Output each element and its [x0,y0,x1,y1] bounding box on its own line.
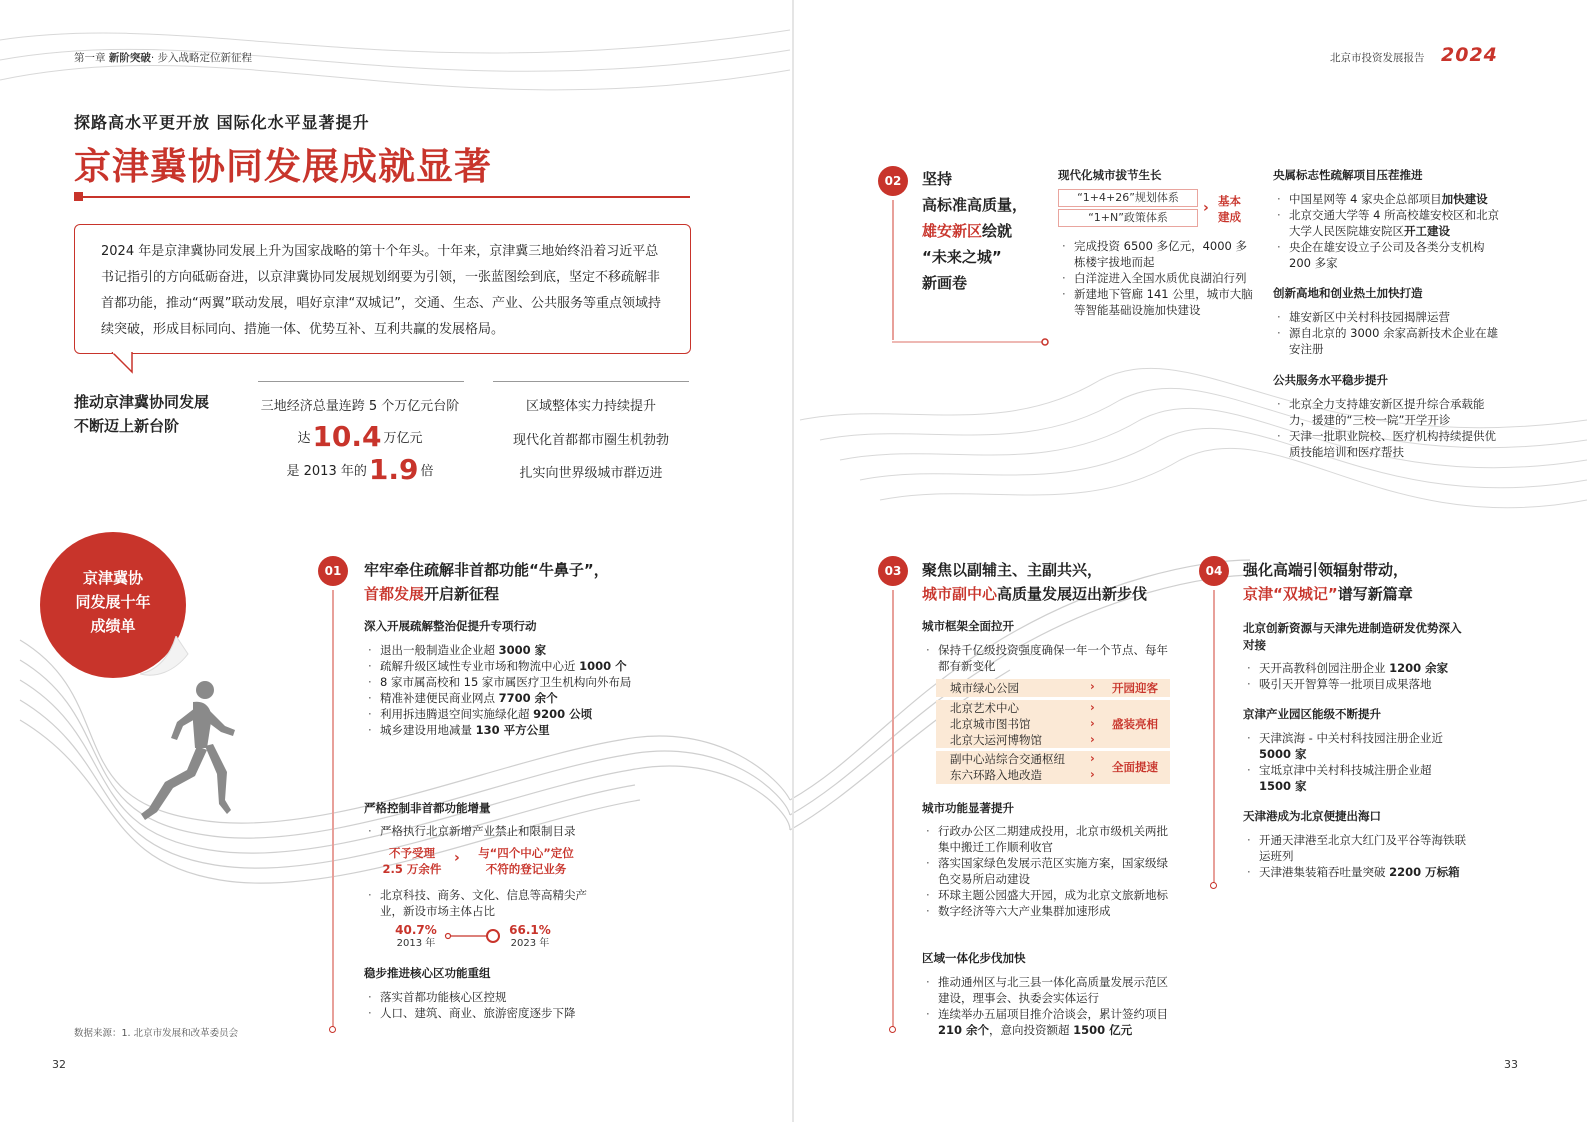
chevron-right-icon: › [1090,679,1095,693]
page-number-right: 33 [1504,1058,1518,1071]
list-item: · 北京科技、商务、文化、信息等高精尖产业，新设市场主体占比 [364,887,600,919]
s02-title-line3: 绘就 [982,222,1013,240]
stat-ratio-prefix: 是 2013 年的 [286,464,367,479]
stats-heading-line1: 推动京津冀协同发展 [74,393,210,411]
section-02-timeline-foot [892,338,1052,346]
s02-title-line1: 坚持 [922,170,953,188]
s03-g3-title: 区域一体化步伐加快 [922,951,1026,965]
s01-g3-list [364,989,664,1021]
section-04-badge: 04 [1199,556,1229,586]
intro-callout [74,224,691,354]
stat-col2-line2: 扎实向世界级城市群迈进 [519,466,663,481]
stats-col1-rule [258,381,464,382]
stat-gdp-unit: 万亿元 [383,431,423,446]
section-03-timeline [892,590,894,1030]
s02-title-line5: 新画卷 [922,274,968,292]
list-item: · 北京全力支持雄安新区提升综合承载能力，援建的“三校一院”开学开诊 [1273,396,1501,428]
built-line1: 基本 [1218,194,1241,208]
list-item: · 中国星网等 4 家央企总部项目加快建设 [1273,191,1501,207]
s04-g3-title: 天津港成为北京便捷出海口 [1243,809,1381,823]
milestone-tag: 全面提速 [1112,760,1158,774]
section-03-timeline-end [889,1026,896,1033]
s02-col1-title: 现代化城市拔节生长 [1058,168,1162,182]
s03-title-line2: 高质量发展迈出新步伐 [997,585,1148,603]
page-number-left: 32 [52,1058,66,1071]
chevron-right-icon: › [1203,200,1209,216]
milestone-tag: 盛装亮相 [1112,717,1158,731]
section-01-title-highlight: 首都发展 [364,585,425,603]
section-01-timeline-end [329,1026,336,1033]
milestone-row-3 [936,751,1170,784]
s02-col2-g1-title: 央属标志性疏解项目压茬推进 [1273,168,1423,182]
reject-reason-line1: 与“四个中心”定位 [478,846,574,860]
chapter-subtitle: · 步入战略定位新征程 [150,52,253,64]
s01-g2-list1 [364,823,604,839]
milestone-row-1 [936,679,1170,697]
milestone-item: 东六环路入地改造 [950,768,1042,782]
list-item: · 数字经济等六大产业集群加速形成 [922,903,1176,919]
list-item: · 白洋淀进入全国水质优良湖泊行列 [1058,270,1254,286]
section-01-title-line2: 开启新征程 [424,585,500,603]
list-item: · 连续举办五届项目推介洽谈会，累计签约项目 210 余个，意向投资额超 1500 亿元 [922,1006,1176,1038]
section-04-timeline [1213,590,1215,884]
s03-g1-list [922,642,1176,674]
policy-system-box: “1+N”政策体系 [1058,209,1198,227]
stat-col2-line1: 现代化首都都市圈生机勃勃 [512,433,669,448]
s04-g2-title: 京津产业园区能级不断提升 [1243,707,1381,721]
share-2023 [502,923,558,951]
list-item: · 环球主题公园盛大开园，成为北京文旅新地标 [922,887,1176,903]
list-item: · 疏解升级区域性专业市场和物流中心近 1000 个 [364,658,664,674]
list-item: · 完成投资 6500 多亿元，4000 多栋楼宇拔地而起 [1058,238,1254,270]
milestone-item: 北京大运河博物馆 [950,733,1042,747]
page-subtitle: 探路高水平更开放 国际化水平显著提升 [74,113,370,132]
list-item: · 行政办公区二期建成投用，北京市级机关两批集中搬迁工作顺利收官 [922,823,1176,855]
list-item: · 8 家市属高校和 15 家市属医疗卫生机构向外布局 [364,674,664,690]
s02-col2-g1-list [1273,191,1501,271]
built-label [1218,193,1241,225]
stats-heading [74,390,209,438]
milestone-item: 副中心站综合交通枢纽 [950,752,1065,766]
section-03-badge: 03 [878,556,908,586]
milestone-row-2 [936,700,1170,748]
list-item: · 利用拆违腾退空间实施绿化超 9200 公顷 [364,706,664,722]
s01-g2-title: 严格控制非首都功能增量 [364,801,491,815]
list-item: · 吸引天开智算等一批项目成果落地 [1243,676,1483,692]
callout-tail [110,352,140,374]
stat-ratio-value: 1.9 [368,453,419,486]
s03-g1-title: 城市框架全面拉开 [922,619,1014,633]
list-item: · 保持千亿级投资强度确保一年一个节点、每年都有新变化 [922,642,1176,674]
reject-count: 2.5 万余件 [382,862,442,876]
list-item: · 城乡建设用地减量 130 平方公里 [364,722,664,738]
s02-col1-list [1058,238,1254,318]
left-header [74,50,252,65]
list-item: · 推动通州区与北三县一体化高质量发展示范区建设，理事会、执委会实体运行 [922,974,1176,1006]
s01-g1-title: 深入开展疏解整治促提升专项行动 [364,619,537,633]
runner-silhouette-icon [135,678,245,828]
built-line2: 建成 [1218,210,1241,224]
s02-col2-g3-title: 公共服务水平稳步提升 [1273,373,1388,387]
s02-col2-g3-list [1273,396,1501,460]
s03-title-line1: 聚焦以副辅主、主副共兴， [922,561,1103,579]
s04-g1-title: 北京创新资源与天津先进制造研发优势深入对接 [1243,621,1462,652]
s03-title-highlight: 城市副中心 [922,585,998,603]
s01-g3-title: 稳步推进核心区功能重组 [364,966,491,980]
s03-g2-list [922,823,1176,919]
section-04-title [1243,558,1413,606]
s04-g3-list [1243,832,1473,880]
list-item: · 人口、建筑、商业、旅游密度逐步下降 [364,1005,664,1021]
list-item: · 退出一般制造业企业超 3000 家 [364,642,664,658]
s04-g2-list [1243,730,1465,794]
list-item: · 雄安新区中关村科技园揭牌运营 [1273,309,1501,325]
chevron-right-icon: › [1090,767,1095,781]
section-01-timeline [332,590,334,1030]
badge-line3: 成绩单 [90,617,136,635]
s03-g3-list [922,974,1176,1038]
list-item: · 天津一批职业院校、医疗机构持续提供优质技能培训和医疗帮扶 [1273,428,1501,460]
s01-g2-list2 [364,887,600,919]
s01-reject-reason [468,845,584,877]
badge-line2: 同发展十年 [75,593,151,611]
chevron-right-icon: › [1090,751,1095,765]
share-2023-value: 66.1% [509,923,551,937]
stats-heading-line2: 不断迈上新台阶 [74,417,180,435]
intro-text: 2024 年是京津冀协同发展上升为国家战略的第十个年头。十年来，京津冀三地始终沿着习近平总书记指引的方向砥砺奋进，以京津冀协同发展规划纲要为引领，一张蓝图绘到底，坚定不移疏解非首都功能，推动“两翼”联动发展，唱好京津“双城记”，交通、生态、产业、公共服务等重点领域持续突破，形成目标同向、措施一体、优势互补、互利共赢的发展格局。 [101,244,661,337]
s01-reject-box [380,845,444,877]
s02-col2-g2-list [1273,309,1501,357]
data-source: 数据来源：1. 北京市发展和改革委员会 [74,1028,239,1039]
list-item: · 落实国家绿色发展示范区实施方案，国家级绿色交易所启动建设 [922,855,1176,887]
list-item: · 天开高教科创园注册企业 1200 余家 [1243,660,1483,676]
chapter-label: 第一章 [74,52,106,64]
s04-title-line2: 谱写新篇章 [1337,585,1413,603]
section-02-timeline [892,200,894,340]
section-01-badge: 01 [318,556,348,586]
spread-gutter [792,0,794,1122]
share-growth-arrow [444,928,502,944]
badge-line1: 京津冀协 [82,569,143,587]
report-year-logo: 2024 [1441,44,1498,66]
section-02-title [922,166,1027,296]
chapter-title: 新阶突破 [108,52,151,64]
section-04-timeline-end [1210,882,1217,889]
share-2013-year: 2013 年 [396,938,436,949]
stat-col2-label: 区域整体实力持续提升 [525,399,656,414]
list-item: · 宝坻京津中关村科技城注册企业超 1500 家 [1243,762,1465,794]
list-item: · 严格执行北京新增产业禁止和限制目录 [364,823,604,839]
milestone-item: 北京城市图书馆 [950,717,1031,731]
s04-title-highlight: 京津“双城记” [1243,585,1338,603]
list-item: · 开通天津港至北京大红门及平谷等海铁联运班列 [1243,832,1473,864]
chevron-right-icon: › [454,850,460,866]
s02-title-line2: 高标准高质量， [922,196,1028,214]
s01-g1-list [364,642,664,738]
list-item: · 央企在雄安设立子公司及各类分支机构 200 多家 [1273,239,1501,271]
page-title: 京津冀协同发展成就显著 [74,145,492,188]
stats-col2-rule [493,381,689,382]
reject-label: 不予受理 [389,846,435,860]
section-02-badge: 02 [878,166,908,196]
s04-title-line1: 强化高端引领辐射带动， [1243,561,1409,579]
share-2013-value: 40.7% [395,923,437,937]
section-01-title-line1: 牢牢牵住疏解非首都功能“牛鼻子”， [364,561,609,579]
chevron-right-icon: › [1090,732,1095,746]
milestone-tag: 开园迎客 [1112,681,1158,695]
s04-g1-list [1243,660,1483,692]
list-item: · 新建地下管廊 141 公里，城市大脑等智能基础设施加快建设 [1058,286,1254,318]
badge-page-curl [140,636,190,678]
list-item: · 精准补建便民商业网点 7700 余个 [364,690,664,706]
s02-col2-g2-title: 创新高地和创业热土加快打造 [1273,286,1423,300]
stat-col1-line2 [250,453,470,486]
share-2023-year: 2023 年 [510,938,550,949]
list-item: · 源自北京的 3000 余家高新技术企业在雄安注册 [1273,325,1501,357]
milestone-item: 北京艺术中心 [950,701,1019,715]
s02-title-highlight: 雄安新区 [922,222,983,240]
s02-title-line4: “未来之城” [922,248,1002,266]
section-03-title [922,558,1147,606]
report-name: 北京市投资发展报告 [1330,52,1425,64]
list-item: · 落实首都功能核心区控规 [364,989,664,1005]
stat-gdp-value: 10.4 [312,420,382,453]
stat-gdp-prefix: 达 [297,431,311,446]
stat-col1-label: 三地经济总量连跨 5 个万亿元台阶 [260,399,460,414]
chevron-right-icon: › [1090,716,1095,730]
planning-system-box: “1+4+26”规划体系 [1058,189,1198,207]
list-item: · 天津港集装箱吞吐量突破 2200 万标箱 [1243,864,1473,880]
list-item: · 北京交通大学等 4 所高校雄安校区和北京大学人民医院雄安院区开工建设 [1273,207,1501,239]
reject-reason-line2: 不符的登记业务 [485,862,567,876]
chevron-right-icon: › [1090,700,1095,714]
stat-ratio-unit: 倍 [420,464,434,479]
milestone-item: 城市绿心公园 [950,681,1019,695]
list-item: · 天津滨海 - 中关村科技园注册企业近 5000 家 [1243,730,1465,762]
s03-g2-title: 城市功能显著提升 [922,801,1014,815]
section-01-title [364,558,664,606]
share-2013 [388,923,444,951]
title-rule [80,196,690,198]
stat-col1-line1 [250,420,470,453]
